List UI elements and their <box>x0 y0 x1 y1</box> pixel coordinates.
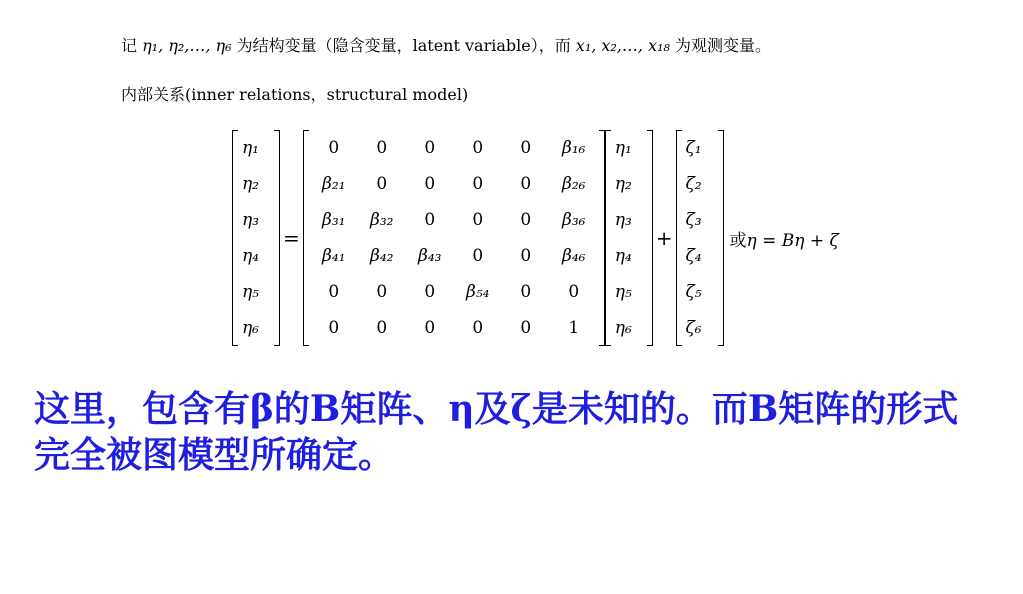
matrix-entry-1-4: 0 <box>472 138 484 158</box>
matrix-entry-4-6: β₄₆ <box>562 246 586 266</box>
matrix-entry-6-4: 0 <box>472 318 484 338</box>
eta-rhs-entry-5: η₅ <box>614 282 632 302</box>
beta-matrix <box>303 130 605 346</box>
matrix-entry-5-2: 0 <box>376 282 388 302</box>
eta-list: η₁, η₂,…, η₆ <box>142 36 232 55</box>
plus-sign: + <box>655 226 673 250</box>
intro-line <box>121 33 771 56</box>
zeta-entry-3: ζ₃ <box>685 210 702 230</box>
zeta-entry-4: ζ₄ <box>685 246 702 266</box>
matrix-entry-6-1: 0 <box>328 318 340 338</box>
structural-equation <box>232 127 839 349</box>
matrix-entry-1-2: 0 <box>376 138 388 158</box>
matrix-entry-5-5: 0 <box>520 282 532 302</box>
matrix-entry-6-6: 1 <box>568 318 580 338</box>
matrix-entry-4-1: β₄₁ <box>322 246 346 266</box>
explanation-paragraph: 这里，包含有β的B矩阵、η及ζ是未知的。而B矩阵的形式完全被图模型所确定。 <box>34 388 959 476</box>
matrix-entry-4-2: β₄₂ <box>370 246 394 266</box>
eta-lhs-entry-1: η₁ <box>242 138 259 158</box>
eta-lhs-entry-6: η₆ <box>242 318 259 338</box>
matrix-entry-4-3: β₄₃ <box>418 246 442 266</box>
eta-lhs-entry-5: η₅ <box>242 282 259 302</box>
matrix-entry-3-1: β₃₁ <box>322 210 346 230</box>
eta-vector-lhs <box>232 130 280 346</box>
matrix-entry-2-4: 0 <box>472 174 484 194</box>
zeta-entry-5: ζ₅ <box>685 282 702 302</box>
inner-relations-heading: 内部关系(inner relations，structural model) <box>121 85 469 104</box>
matrix-entry-2-5: 0 <box>520 174 532 194</box>
matrix-entry-2-3: 0 <box>424 174 436 194</box>
compact-form-prefix: 或 <box>729 230 747 251</box>
matrix-entry-3-5: 0 <box>520 210 532 230</box>
zeta-entry-1: ζ₁ <box>685 138 702 158</box>
matrix-entry-3-3: 0 <box>424 210 436 230</box>
compact-form <box>730 226 839 251</box>
eta-rhs-entry-3: η₃ <box>614 210 632 230</box>
matrix-entry-5-6: 0 <box>568 282 580 302</box>
eta-rhs-entry-1: η₁ <box>614 138 632 158</box>
matrix-entry-3-4: 0 <box>472 210 484 230</box>
matrix-entry-4-4: 0 <box>472 246 484 266</box>
eta-lhs-entry-4: η₄ <box>242 246 259 266</box>
eta-vector-rhs <box>605 130 653 346</box>
matrix-entry-4-5: 0 <box>520 246 532 266</box>
eta-lhs-entry-3: η₃ <box>242 210 259 230</box>
matrix-entry-5-3: 0 <box>424 282 436 302</box>
eta-rhs-entry-2: η₂ <box>614 174 632 194</box>
intro-suffix: 为观测变量。 <box>669 36 772 55</box>
eta-lhs-entry-2: η₂ <box>242 174 259 194</box>
matrix-entry-5-4: β₅₄ <box>466 282 490 302</box>
matrix-entry-6-2: 0 <box>376 318 388 338</box>
zeta-vector <box>676 130 724 346</box>
eta-rhs-entry-6: η₆ <box>614 318 632 338</box>
matrix-entry-1-3: 0 <box>424 138 436 158</box>
compact-formula: η = Bη + ζ <box>746 230 839 251</box>
zeta-entry-6: ζ₆ <box>685 318 702 338</box>
x-list: x₁, x₂,…, x₁₈ <box>575 36 670 55</box>
zeta-entry-2: ζ₂ <box>685 174 702 194</box>
matrix-entry-1-6: β₁₆ <box>562 138 586 158</box>
matrix-entry-6-3: 0 <box>424 318 436 338</box>
matrix-entry-1-5: 0 <box>520 138 532 158</box>
matrix-entry-2-1: β₂₁ <box>322 174 346 194</box>
matrix-entry-2-6: β₂₆ <box>562 174 586 194</box>
matrix-entry-3-6: β₃₆ <box>562 210 586 230</box>
matrix-entry-3-2: β₃₂ <box>370 210 394 230</box>
intro-middle: 为结构变量（隐含变量，latent variable），而 <box>231 36 576 55</box>
matrix-entry-5-1: 0 <box>328 282 340 302</box>
equals-sign: = <box>283 226 300 250</box>
intro-prefix: 记 <box>121 36 143 55</box>
matrix-entry-2-2: 0 <box>376 174 388 194</box>
eta-rhs-entry-4: η₄ <box>614 246 632 266</box>
matrix-entry-1-1: 0 <box>328 138 340 158</box>
matrix-entry-6-5: 0 <box>520 318 532 338</box>
